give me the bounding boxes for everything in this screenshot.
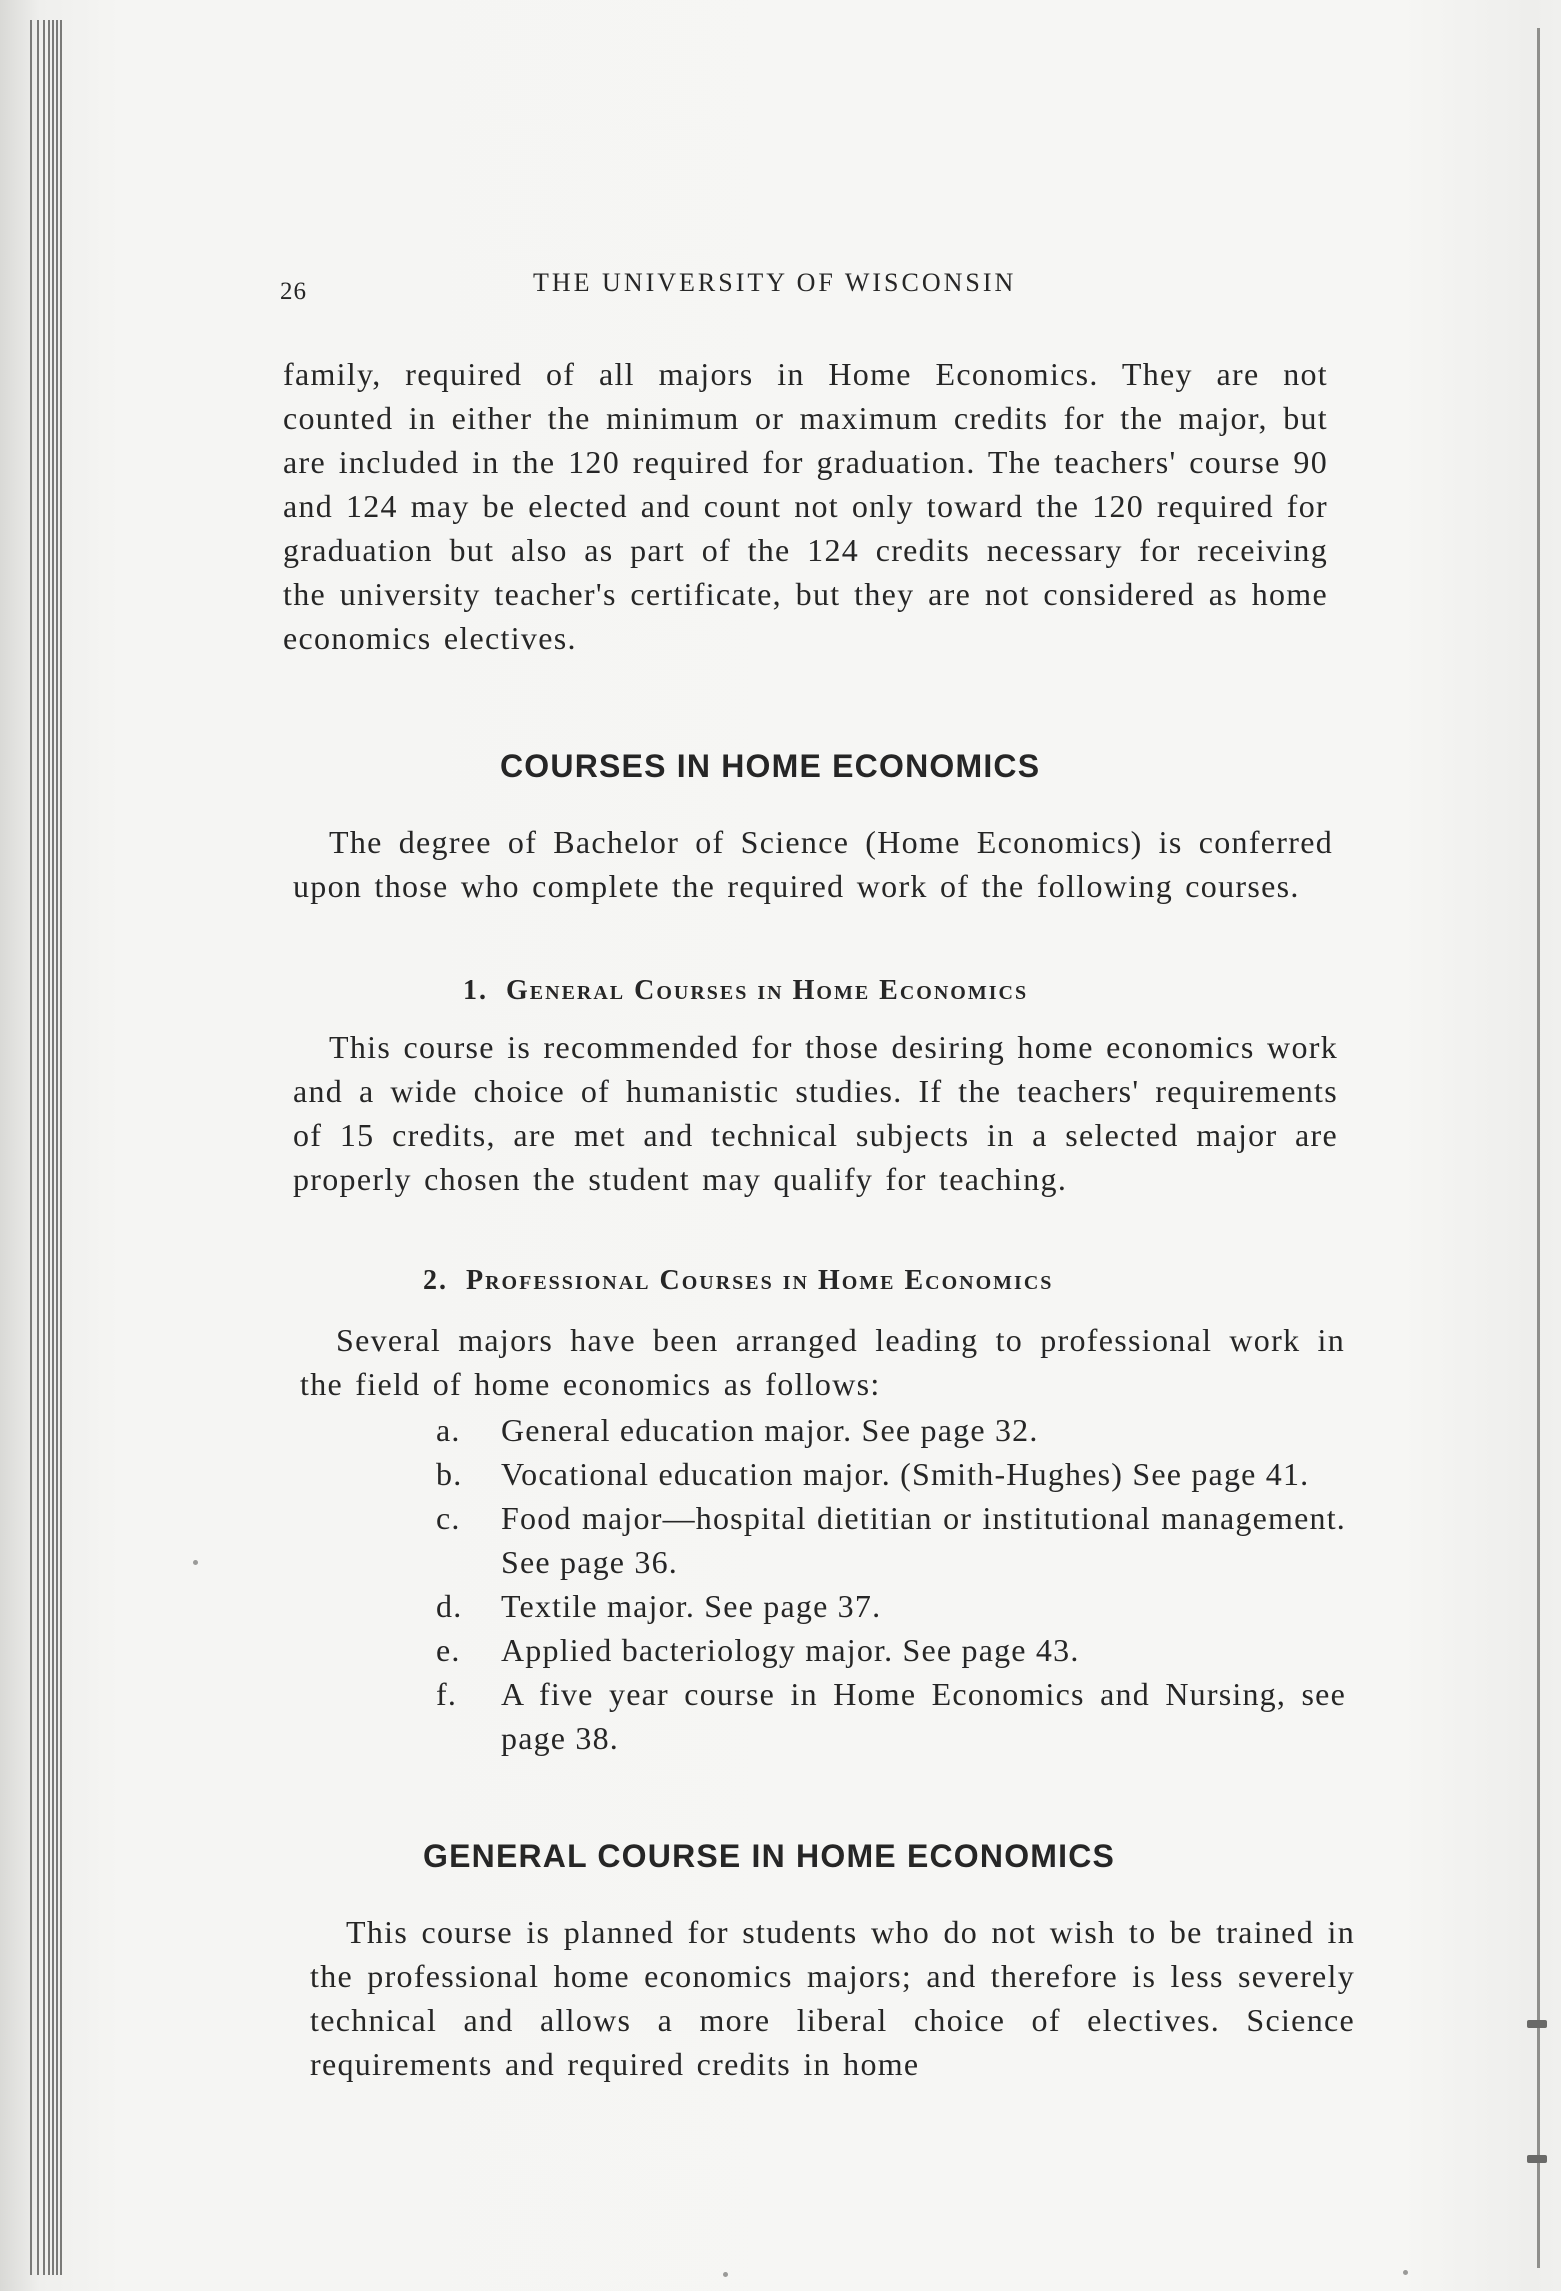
list-item: [436, 1408, 1346, 1452]
page-number: 26: [280, 278, 307, 305]
list-item: [436, 1628, 1346, 1672]
paper-speck: [723, 2272, 728, 2277]
list-text: A five year course in Home Economics and Nursing, see page 38.: [501, 1676, 1346, 1756]
list-letter: a.: [436, 1412, 461, 1448]
list-letter: f.: [436, 1676, 458, 1712]
list-letter: b.: [436, 1456, 463, 1492]
page-edge-mark: [1527, 2020, 1547, 2028]
subheading-general-courses: [463, 975, 1028, 1007]
list-item: [436, 1584, 1346, 1628]
general-course-paragraph: This course is planned for students who do not wish to be trained in the professional home economics majors; and therefore is less severely technical and allows a more liberal choice of electives. Science requirements and required credits in home: [310, 1914, 1355, 2082]
list-letter: e.: [436, 1632, 461, 1668]
list-item: [436, 1452, 1346, 1496]
page-edge-mark: [1527, 2155, 1547, 2163]
majors-list: [436, 1408, 1346, 1760]
running-head: THE UNIVERSITY OF WISCONSIN: [533, 268, 1017, 297]
subheading-professional-courses: [423, 1265, 1053, 1297]
paper-speck: [193, 1560, 198, 1565]
list-text: Textile major. See page 37.: [501, 1588, 882, 1624]
list-letter: d.: [436, 1588, 463, 1624]
general-courses-paragraph: This course is recommended for those desiring home economics work and a wide choice of humanistic studies. If the teachers' requirements of 15 credits, are met and technical subjects in a selected major are properly chosen the student may qualify for teaching.: [293, 1029, 1338, 1197]
page-right-edge: [1537, 28, 1540, 2268]
page-header: [280, 268, 1200, 308]
section-heading-courses: COURSES IN HOME ECONOMICS: [500, 748, 1041, 784]
subheading-title: General Courses in Home Economics: [506, 975, 1029, 1006]
list-item: [436, 1672, 1346, 1760]
paper-speck: [1403, 2270, 1408, 2275]
section-heading-general-course: GENERAL COURSE IN HOME ECONOMICS: [423, 1838, 1116, 1874]
list-text: Food major—hospital dietitian or institutional management. See page 36.: [501, 1500, 1346, 1580]
subheading-title: Professional Courses in Home Economics: [466, 1265, 1054, 1296]
professional-courses-paragraph: Several majors have been arranged leading to professional work in the field of home economics as follows:: [300, 1322, 1345, 1402]
list-item: [436, 1496, 1346, 1584]
subheading-number: 2.: [423, 1265, 448, 1296]
list-text: Vocational education major. (Smith-Hughes) See page 41.: [501, 1456, 1310, 1492]
list-text: Applied bacteriology major. See page 43.: [501, 1632, 1080, 1668]
section-paragraph-degree: The degree of Bachelor of Science (Home Economics) is conferred upon those who complete the required work of the following courses.: [293, 824, 1333, 904]
subheading-number: 1.: [463, 975, 488, 1006]
book-spine: [30, 20, 88, 2275]
list-text: General education major. See page 32.: [501, 1412, 1039, 1448]
intro-paragraph: family, required of all majors in Home Economics. They are not counted in either the minimum or maximum credits for the major, but are included in the 120 required for graduation. The teachers' course 90 and 124 may be elected and count not only toward the 120 required for graduation but also as part of the 124 credits necessary for receiving the university teacher's certificate, but they are not considered as home economics electives.: [283, 356, 1328, 656]
list-letter: c.: [436, 1500, 461, 1536]
